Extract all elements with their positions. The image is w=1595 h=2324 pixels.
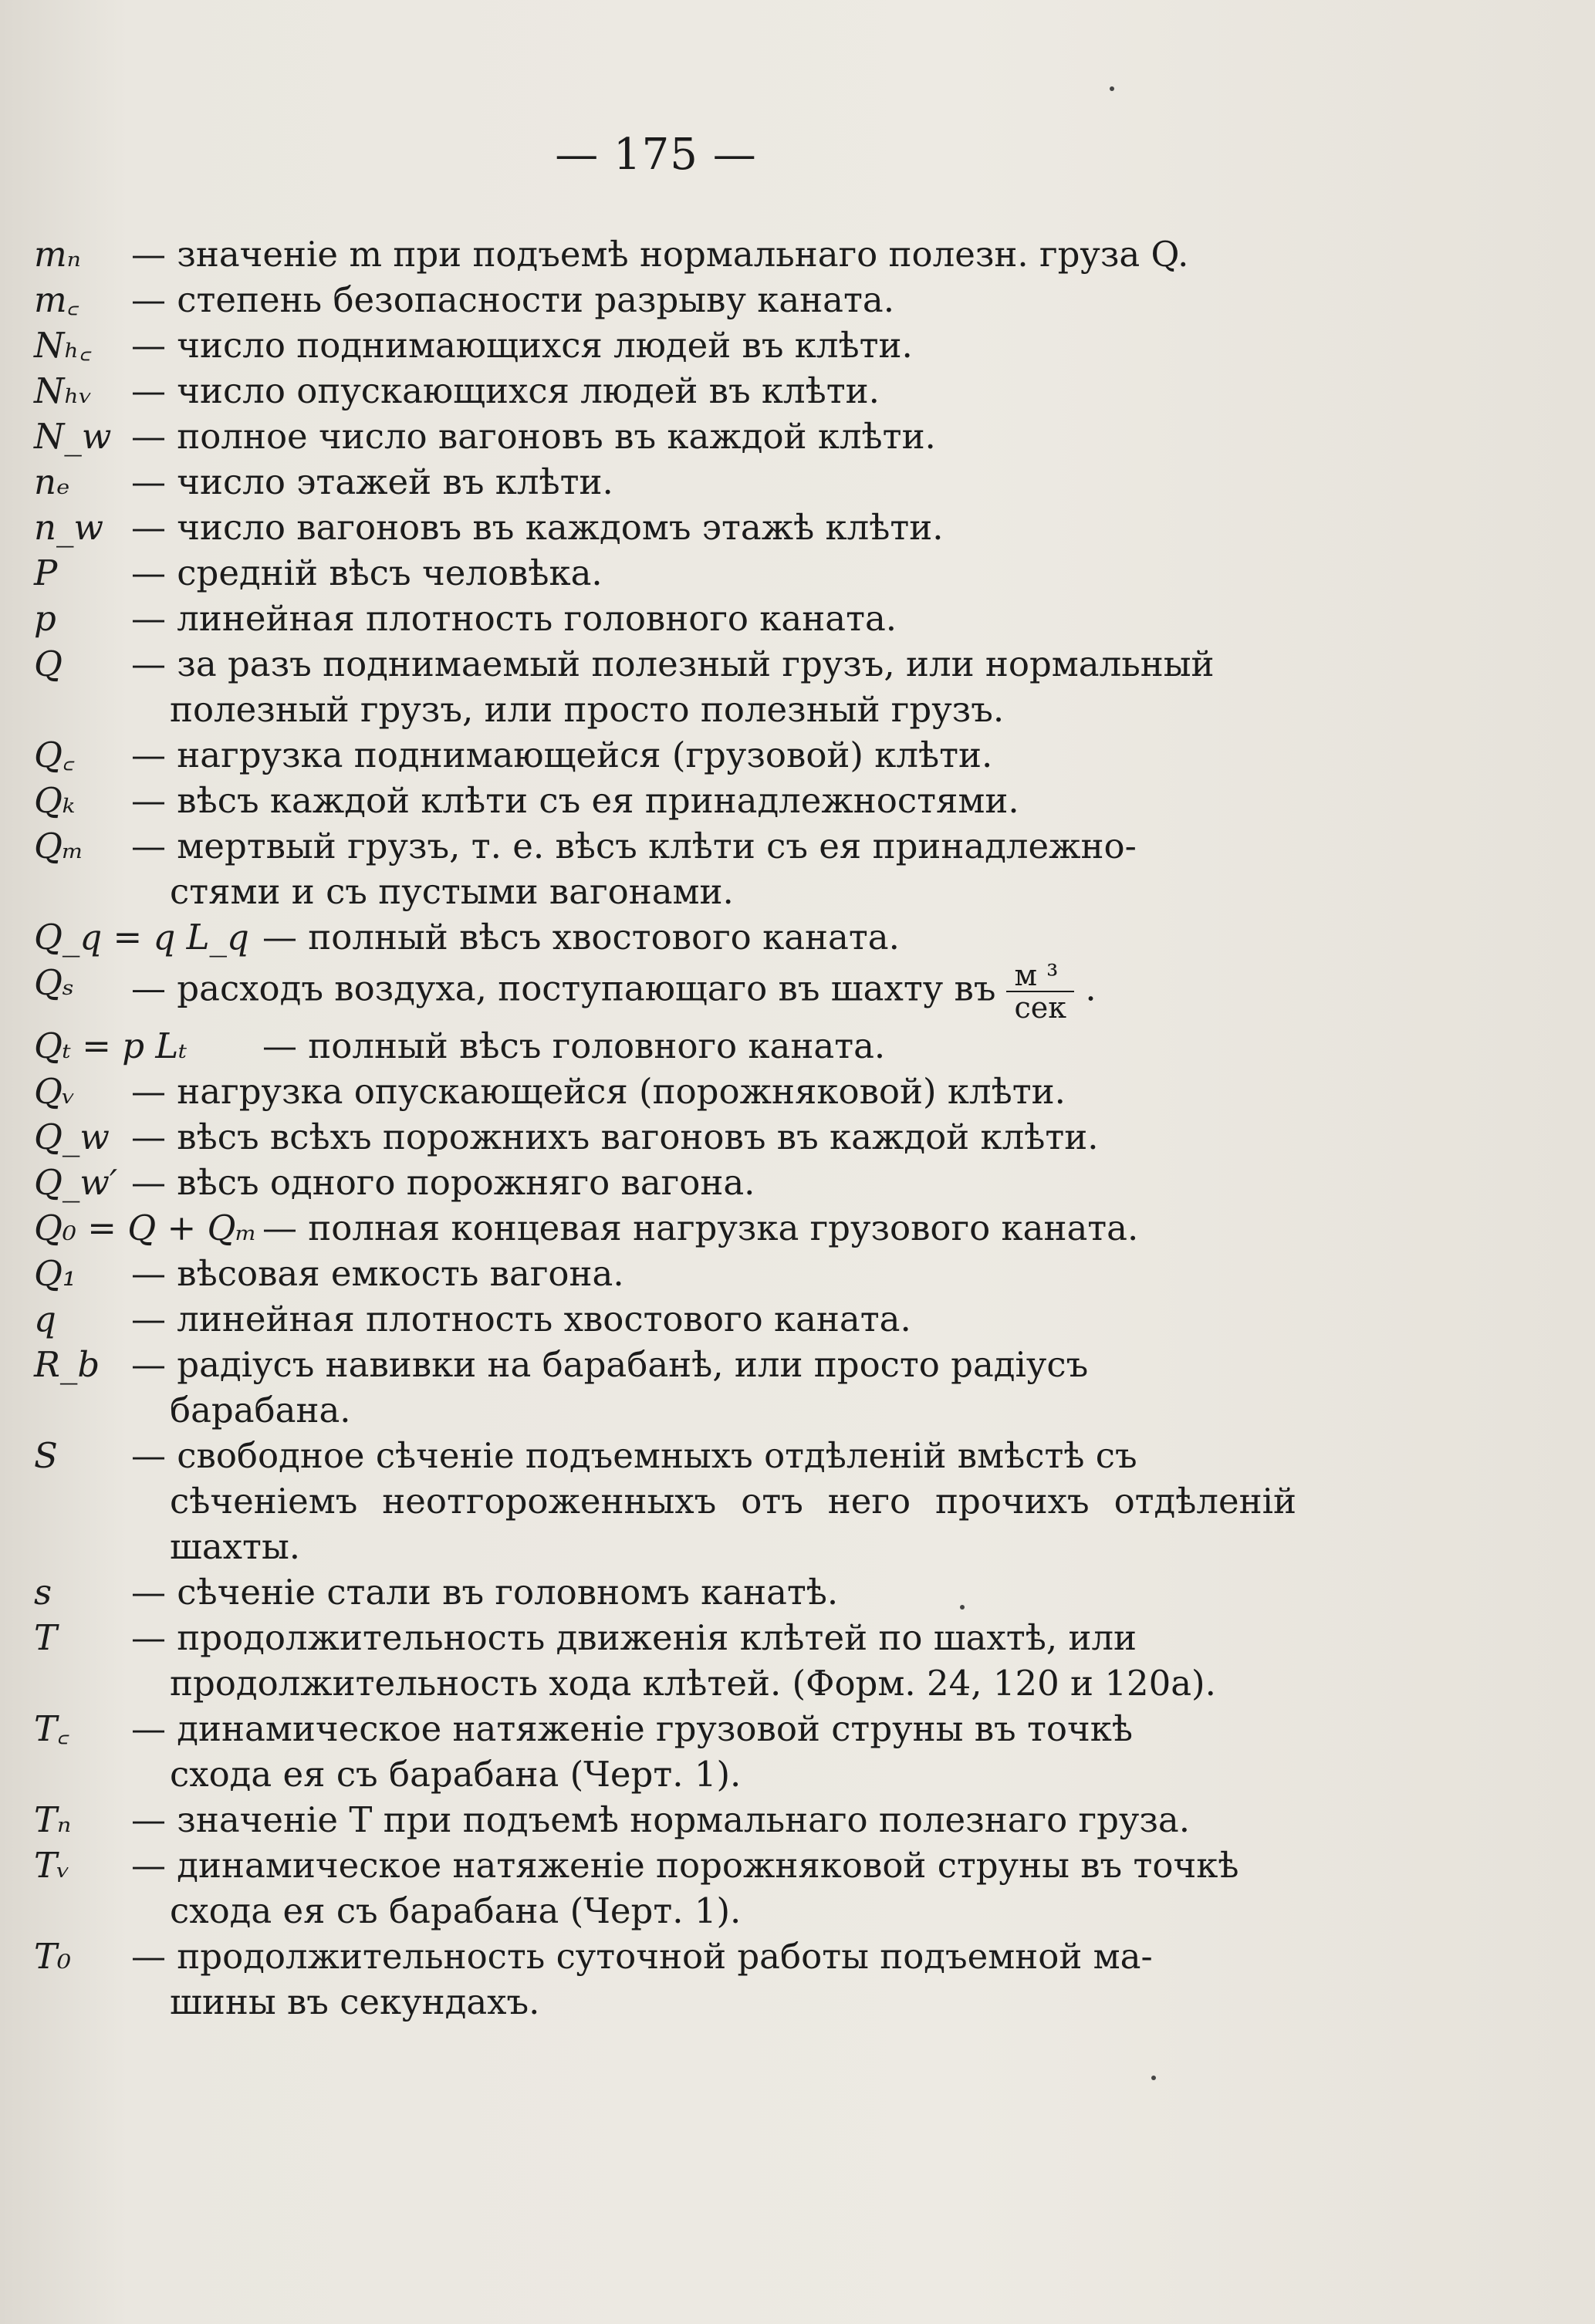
description-text: — полное число вагоновъ въ каждой клѣти. [131,416,936,457]
notation-symbol: Q [34,643,63,684]
notation-list [31,231,1296,2025]
paper-speck [1110,86,1114,91]
description-text: — число этажей въ клѣти. [131,461,613,502]
notation-description [131,1843,1296,1934]
description-text: — среднiй вѣсъ человѣка. [131,552,603,593]
notation-description [131,277,1296,323]
notation-symbol: Tᵥ [34,1845,70,1886]
notation-symbol: P [34,552,58,593]
description-text: — сѣченiе стали въ головномъ канатѣ. [131,1572,839,1613]
notation-symbol: T₀ [34,1936,72,1977]
paper-speck [960,1605,965,1610]
notation-symbol: s [34,1572,52,1613]
notation-entry [31,596,1296,641]
notation-symbol: Qₜ = p Lₜ [34,1025,188,1066]
notation-description [131,1433,1296,1569]
description-text: — свободное сѣченiе подъемныхъ отдѣленiй вмѣстѣ съ [131,1435,1137,1476]
notation-description [262,1023,1296,1069]
notation-description [131,1615,1296,1706]
notation-description [131,1569,1296,1615]
description-continuation: стями и съ пустыми вагонами. [170,871,734,912]
description-continuation: схода ея съ барабана (Черт. 1). [170,1890,742,1931]
notation-description [131,1069,1296,1114]
description-text: — полная концевая нагрузка грузового каната. [262,1208,1139,1248]
notation-symbol: q [34,1299,56,1339]
notation-description [131,368,1296,414]
notation-description [262,1205,1296,1251]
notation-symbol: Q꜀ [34,735,75,775]
description-continuation: шины въ секундахъ. [170,1981,540,2022]
notation-entry [31,1569,1296,1615]
notation-symbol: p [34,598,56,639]
notation-description [131,550,1296,596]
notation-description [131,596,1296,641]
notation-symbol: Nₕᵥ [34,370,93,411]
description-text: — линейная плотность головного каната. [131,598,897,639]
notation-entry [31,277,1296,323]
notation-description [262,914,1296,960]
notation-entry [31,1069,1296,1114]
description-text: — число вагоновъ въ каждомъ этажѣ клѣти. [131,507,944,548]
description-text: — динамическое натяженiе грузовой струны въ точкѣ [131,1708,1133,1749]
description-text: — продолжительность суточной работы подъемной ма- [131,1936,1153,1977]
notation-entry [31,1934,1296,2025]
notation-entry [31,505,1296,550]
notation-description [131,732,1296,778]
notation-symbol: Q₁ [34,1253,76,1294]
notation-entry [31,778,1296,823]
notation-entry [31,914,1296,960]
description-continuation: полезный грузъ, или просто полезный грузъ. [170,689,1005,730]
description-text: — нагрузка поднимающейся (грузовой) клѣти. [131,735,993,775]
fraction-denominator: сек [1014,991,1067,1025]
notation-entry [31,1843,1296,1934]
description-text: — число поднимающихся людей въ клѣти. [131,325,913,366]
description-continuation: схода ея съ барабана (Черт. 1). [170,1754,742,1795]
notation-entry [31,459,1296,505]
description-continuation: сѣченiемъ неотгороженныхъ отъ него прочихъ отдѣленiй шахты. [170,1481,1296,1567]
notation-symbol: Q_w [34,1116,110,1157]
paper-speck [1151,2076,1156,2080]
description-text: — полный вѣсъ головного каната. [262,1025,886,1066]
notation-entry [31,1797,1296,1843]
notation-entry [31,1615,1296,1706]
description-text: — значенiе m при подъемѣ нормальнаго полезн. груза Q. [131,234,1189,275]
notation-entry [31,414,1296,459]
notation-entry [31,1433,1296,1569]
notation-entry [31,231,1296,277]
notation-symbol: R_b [34,1344,100,1385]
notation-symbol: Qₛ [34,962,75,1003]
description-text: — вѣсъ одного порожняго вагона. [131,1162,755,1203]
notation-symbol: N_w [34,416,112,457]
notation-symbol: Tₙ [34,1799,72,1840]
notation-symbol: m꜀ [34,279,79,320]
notation-symbol: S [34,1435,58,1476]
notation-symbol: Q_w′ [34,1162,118,1203]
description-text: — линейная плотность хвостового каната. [131,1299,911,1339]
notation-description [131,823,1296,914]
notation-symbol: T [34,1617,58,1658]
description-text: — степень безопасности разрыву каната. [131,279,895,320]
notation-entry [31,1706,1296,1797]
notation-entry [31,1160,1296,1205]
notation-entry [31,550,1296,596]
description-text: — динамическое натяженiе порожняковой струны въ точкѣ [131,1845,1239,1886]
notation-entry [31,823,1296,914]
notation-description [131,1706,1296,1797]
notation-description [131,231,1296,277]
notation-description [131,505,1296,550]
description-text: — вѣсъ всѣхъ порожнихъ вагоновъ въ каждой клѣти. [131,1116,1099,1157]
description-text: — вѣсъ каждой клѣти съ ея принадлежностями. [131,780,1019,821]
description-continuation: продолжительность хода клѣтей. (Форм. 24, 120 и 120а). [170,1663,1216,1704]
description-text: — радiусъ навивки на барабанѣ, или просто радiусъ [131,1344,1089,1385]
description-text: — за разъ поднимаемый полезный грузъ, или нормальный [131,643,1215,684]
notation-symbol: mₙ [34,234,81,275]
notation-symbol: Qᵥ [34,1071,76,1112]
notation-description [131,1342,1296,1433]
notation-description [131,414,1296,459]
notation-description [131,778,1296,823]
notation-symbol: Nₕ꜀ [34,325,92,366]
notation-entry [31,1114,1296,1160]
notation-description [131,1296,1296,1342]
notation-description [131,1160,1296,1205]
notation-entry [31,368,1296,414]
notation-symbol: n_w [34,507,103,548]
notation-description: — расходъ воздуха, поступающаго въ шахту въ $\frac{\text{м ³}}{\text{сек}}$ . [131,958,1097,1025]
page-number: — 175 — [555,130,757,180]
notation-description [131,641,1296,732]
description-text: — мертвый грузъ, т. е. вѣсъ клѣти съ ея принадлежно- [131,826,1137,866]
fraction-numerator: м ³ [1006,960,1074,992]
notation-description [131,459,1296,505]
description-text: — нагрузка опускающейся (порожняковой) клѣти. [131,1071,1066,1112]
notation-entry [31,1296,1296,1342]
description-text: — значенiе T при подъемѣ нормальнаго полезнаго груза. [131,1799,1191,1840]
notation-symbol: Qₖ [34,780,76,821]
notation-entry [31,641,1296,732]
notation-entry [31,323,1296,368]
notation-symbol: Q₀ = Q + Qₘ [34,1208,257,1248]
notation-entry [31,960,1296,1023]
notation-entry [31,732,1296,778]
notation-symbol: nₑ [34,461,70,502]
notation-description [131,323,1296,368]
notation-entry [31,1342,1296,1433]
notation-symbol: Q_q = q L_q [34,917,249,958]
unit-fraction [1006,960,1074,1023]
description-text: — продолжительность движенiя клѣтей по шахтѣ, или [131,1617,1137,1658]
description-text: — число опускающихся людей въ клѣти. [131,370,880,411]
description-text: — вѣсовая емкость вагона. [131,1253,624,1294]
notation-symbol: Qₘ [34,826,84,866]
notation-entry [31,1251,1296,1296]
notation-description [131,1934,1296,2025]
notation-description [131,1251,1296,1296]
notation-description [131,1114,1296,1160]
notation-entry [31,1205,1296,1251]
description-text: — полный вѣсъ хвостового каната. [262,917,900,958]
notation-description [131,1797,1296,1843]
notation-entry [31,1023,1296,1069]
notation-symbol: T꜀ [34,1708,69,1749]
description-continuation: барабана. [170,1390,351,1431]
description-text: — расходъ воздуха, поступающаго въ шахту въ [131,968,996,1009]
